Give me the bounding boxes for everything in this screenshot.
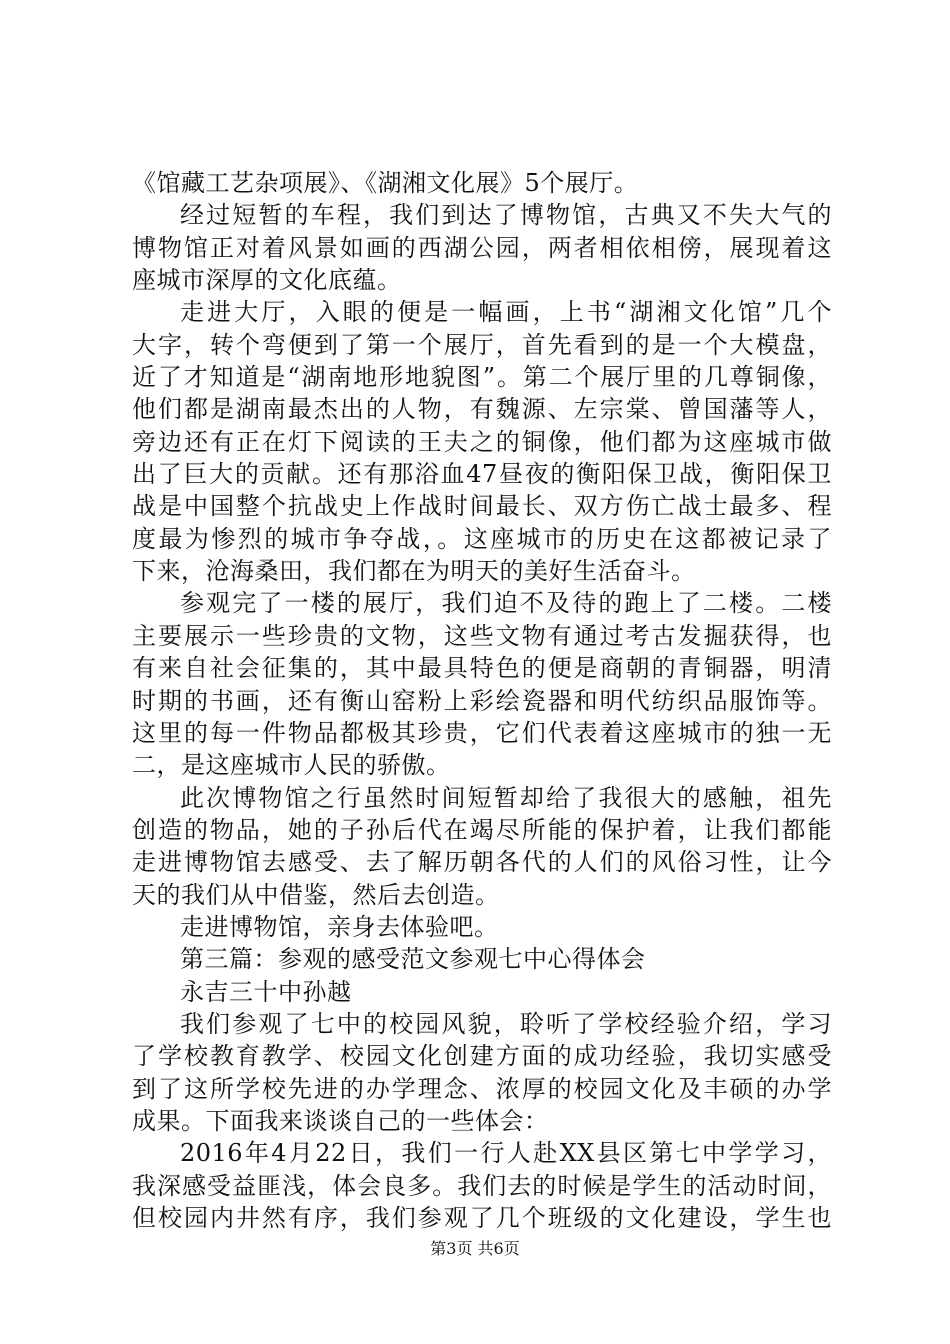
text-line: 创造的物品，她的子孙后代在竭尽所能的保护着，让我们都能 — [132, 815, 832, 844]
text-line: 走进大厅，入眼的便是一幅画，上书“湖湘文化馆”几个 — [180, 298, 832, 327]
text-line: 但校园内井然有序，我们参观了几个班级的文化建设，学生也 — [132, 1204, 832, 1232]
text-line: 时期的书画，还有衡山窑粉上彩绘瓷器和明代纺织品服饰等。 — [132, 686, 832, 715]
text-line: 座城市深厚的文化底蕴。 — [132, 266, 402, 295]
text-line: 永吉三十中孙越 — [180, 977, 352, 1006]
text-line: 2016年4月22日，我们一行人赴XX县区第七中学学习， — [180, 1139, 832, 1168]
text-line: 他们都是湖南最杰出的人物，有魏源、左宗棠、曾国藩等人， — [132, 395, 832, 424]
text-line: 出了巨大的贡献。还有那浴血47昼夜的衡阳保卫战，衡阳保卫 — [132, 460, 832, 489]
text-line: 到了这所学校先进的办学理念、浓厚的校园文化及丰硕的办学 — [132, 1074, 832, 1103]
text-line: 下来，沧海桑田，我们都在为明天的美好生活奋斗。 — [132, 557, 696, 586]
text-line: 这里的每一件物品都极其珍贵，它们代表着这座城市的独一无 — [132, 718, 832, 747]
text-line: 第三篇：参观的感受范文参观七中心得体会 — [180, 945, 646, 974]
text-line: 战是中国整个抗战史上作战时间最长、双方伤亡战士最多、程 — [132, 492, 832, 521]
text-line: 此次博物馆之行虽然时间短暂却给了我很大的感触，祖先 — [180, 783, 832, 812]
text-line: 了学校教育教学、校园文化创建方面的成功经验，我切实感受 — [132, 1042, 832, 1071]
text-line: 有来自社会征集的，其中最具特色的便是商朝的青铜器，明清 — [132, 654, 832, 683]
document-body — [132, 167, 832, 1234]
text-line: 旁边还有正在灯下阅读的王夫之的铜像，他们都为这座城市做 — [132, 427, 832, 456]
text-line: 二，是这座城市人民的骄傲。 — [132, 751, 451, 780]
text-line: 近了才知道是“湖南地形地貌图”。第二个展厅里的几尊铜像， — [132, 363, 832, 392]
page-footer: 第3页 共6页 — [430, 1239, 520, 1258]
text-line: 我们参观了七中的校园风貌，聆听了学校经验介绍，学习 — [180, 1009, 832, 1038]
text-line: 度最为惨烈的城市争夺战，。这座城市的历史在这都被记录了 — [132, 524, 832, 553]
text-line: 《馆藏工艺杂项展》、《湖湘文化展》5个展厅。 — [132, 169, 639, 197]
text-line: 博物馆正对着风景如画的西湖公园，两者相依相傍，展现着这 — [132, 233, 832, 262]
text-line: 参观完了一楼的展厅，我们迫不及待的跑上了二楼。二楼 — [180, 589, 832, 618]
text-line: 天的我们从中借鉴，然后去创造。 — [132, 880, 500, 909]
text-line: 大字，转个弯便到了第一个展厅，首先看到的是一个大模盘， — [132, 330, 832, 359]
text-line: 我深感受益匪浅，体会良多。我们去的时候是学生的活动时间， — [132, 1171, 832, 1200]
text-line: 经过短暂的车程，我们到达了博物馆，古典又不失大气的 — [180, 201, 832, 230]
text-line: 走进博物馆，亲身去体验吧。 — [180, 912, 499, 941]
text-line: 成果。下面我来谈谈自己的一些体会： — [132, 1106, 549, 1135]
text-line: 主要展示一些珍贵的文物，这些文物有通过考古发掘获得，也 — [132, 621, 832, 650]
text-line: 走进博物馆去感受、去了解历朝各代的人们的风俗习性，让今 — [132, 848, 832, 877]
